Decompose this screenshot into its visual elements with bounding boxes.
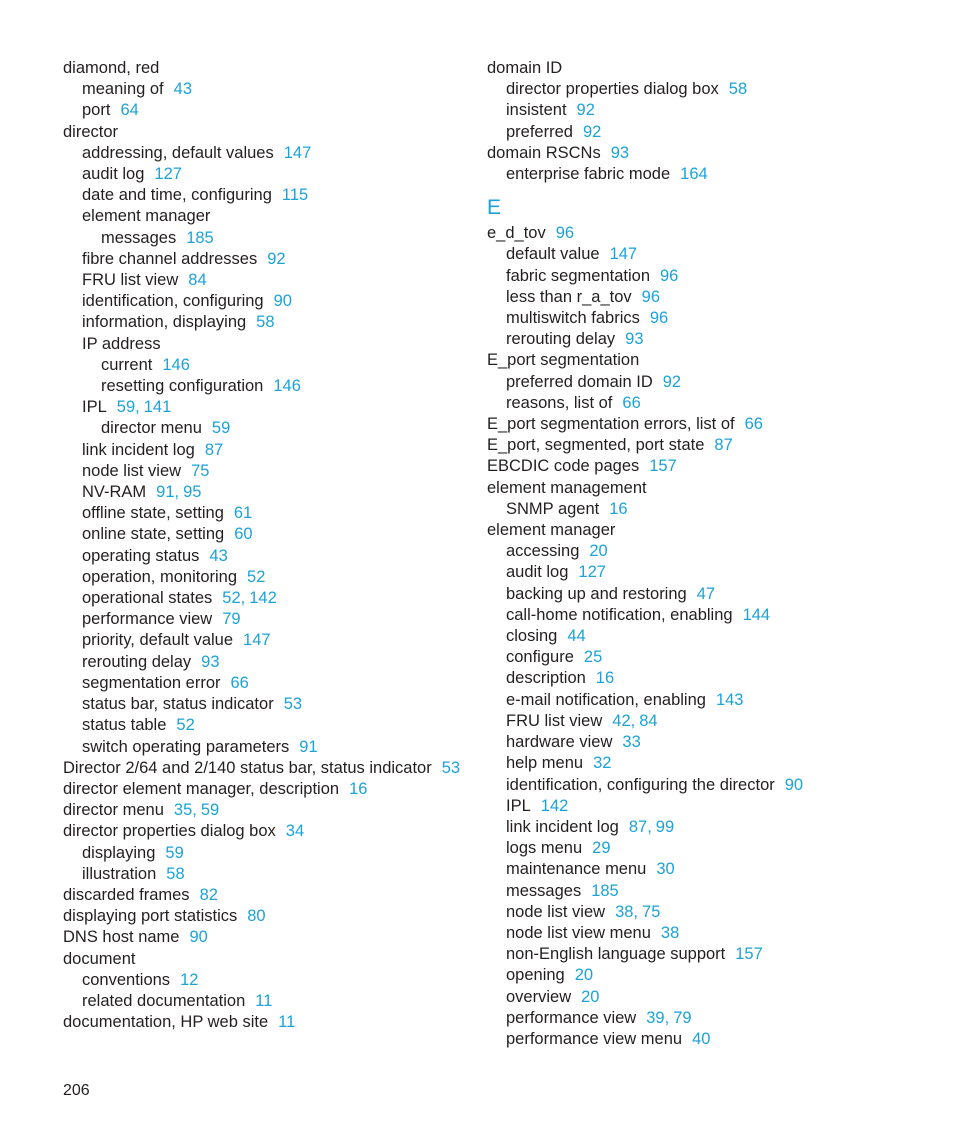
index-entry [63, 100, 463, 121]
page-reference-link[interactable]: 147 [243, 631, 271, 650]
index-entry [487, 690, 927, 711]
page-reference-link[interactable]: 59 [165, 843, 184, 862]
index-entry [63, 927, 463, 948]
index-entry [487, 796, 927, 817]
index-entry [63, 482, 463, 503]
page-reference-link[interactable]: 90 [273, 292, 292, 311]
index-entry [487, 244, 927, 265]
index-term: domain ID [487, 59, 563, 77]
index-term: performance view menu [506, 1029, 683, 1048]
index-term: current [101, 355, 153, 374]
index-column-left [63, 58, 463, 1033]
page-reference-link[interactable]: 32 [593, 754, 612, 773]
index-term: hardware view [506, 733, 613, 752]
page-reference-link[interactable]: 146 [162, 355, 190, 374]
page-reference-link[interactable]: 16 [595, 669, 615, 688]
page-reference-link[interactable]: 185 [186, 228, 214, 247]
index-term: Director 2/64 and 2/140 status bar, status indicator [63, 758, 432, 777]
index-term: node list view [82, 461, 182, 480]
index-term: information, displaying [82, 313, 247, 332]
page-reference-link[interactable]: 20 [589, 542, 608, 561]
index-entry [487, 143, 927, 164]
page-reference-link[interactable]: 95 [183, 483, 202, 502]
page-reference-link[interactable]: 92 [662, 372, 682, 391]
index-entry [487, 584, 927, 605]
page-reference-link[interactable]: 64 [120, 101, 139, 120]
index-entry [63, 270, 463, 291]
page-reference-link[interactable]: 84 [188, 271, 207, 290]
page-reference-link[interactable]: 115 [281, 186, 309, 205]
index-term: IP address [82, 334, 161, 353]
index-entry [63, 567, 463, 588]
index-term: closing [506, 627, 558, 646]
index-entry [63, 461, 463, 482]
page-reference-link[interactable]: 60 [234, 525, 253, 544]
index-entry [487, 287, 927, 308]
index-term: fabric segmentation [506, 266, 650, 285]
index-entry [487, 711, 927, 732]
index-term: default value [506, 245, 600, 264]
index-term: port [82, 101, 111, 120]
index-entry [487, 732, 927, 753]
index-term: IPL [82, 398, 107, 417]
page-reference-link[interactable]: 59 [116, 398, 136, 417]
index-term: maintenance menu [506, 860, 647, 879]
section-letter: E [487, 196, 502, 220]
page-reference-link[interactable]: 47 [696, 584, 716, 603]
index-entry [487, 817, 927, 838]
index-term: E_port segmentation [487, 351, 640, 370]
index-entry [63, 249, 463, 270]
page-reference-link[interactable]: 75 [642, 902, 661, 921]
page-reference-link[interactable]: 52 [222, 589, 241, 608]
index-entry [63, 440, 463, 461]
page-reference-link[interactable]: 12 [180, 970, 199, 989]
index-term: non-English language support [506, 945, 726, 964]
page-separator: , [135, 398, 140, 417]
index-entry [487, 122, 927, 143]
index-entry [63, 206, 463, 227]
index-term: audit log [82, 165, 145, 184]
index-term: fibre channel addresses [82, 249, 258, 268]
page-reference-link[interactable]: 96 [555, 224, 575, 243]
page-separator: , [174, 483, 180, 502]
index-term: online state, setting [82, 525, 225, 544]
page-reference-link[interactable]: 96 [649, 309, 669, 328]
index-entry [487, 626, 927, 647]
index-term: less than r_a_tov [506, 287, 632, 306]
index-term: director properties dialog box [506, 80, 719, 99]
page-reference-link[interactable]: 42 [612, 711, 631, 730]
index-term: domain RSCNs [487, 143, 601, 162]
page-reference-link[interactable]: 127 [578, 563, 606, 582]
index-term: director menu [101, 419, 202, 438]
index-term: element management [487, 478, 647, 497]
index-term: preferred domain ID [506, 372, 653, 391]
page-reference-link[interactable]: 157 [735, 945, 763, 964]
index-term: operation, monitoring [82, 567, 238, 586]
index-entry [63, 376, 463, 397]
index-term: switch operating parameters [82, 737, 290, 756]
page-reference-link[interactable]: 144 [742, 605, 771, 624]
page-reference-link[interactable]: 90 [784, 775, 804, 794]
page-reference-link[interactable]: 96 [660, 266, 679, 285]
index-entry [63, 800, 463, 821]
page-reference-link[interactable]: 66 [622, 393, 641, 412]
index-entry [487, 902, 927, 923]
index-entry [63, 906, 463, 927]
page-reference-link[interactable]: 59 [211, 419, 231, 438]
page-reference-link[interactable]: 142 [540, 796, 569, 815]
index-term: element manager [487, 521, 616, 540]
index-entry [63, 503, 463, 524]
index-term: E_port, segmented, port state [487, 436, 705, 455]
page-reference-link[interactable]: 38 [660, 923, 680, 942]
index-entry [63, 334, 463, 355]
index-term: displaying port statistics [63, 907, 238, 926]
index-entry [63, 524, 463, 545]
page-separator: , [633, 902, 639, 921]
index-entry [487, 923, 927, 944]
page-reference-link[interactable]: 11 [255, 991, 273, 1010]
page-reference-link[interactable]: 38 [615, 902, 634, 921]
index-entry [487, 100, 927, 121]
page-reference-link[interactable]: 84 [639, 711, 658, 730]
index-entry [63, 418, 463, 439]
index-group-e [487, 223, 927, 1050]
page-reference-link[interactable]: 29 [592, 839, 611, 858]
index-entry [63, 991, 463, 1012]
page-reference-link[interactable]: 66 [230, 673, 249, 692]
page-reference-link[interactable]: 93 [610, 143, 630, 162]
index-term: opening [506, 966, 565, 985]
index-entry [63, 164, 463, 185]
index-entry [487, 393, 927, 414]
page-reference-link[interactable]: 92 [267, 249, 286, 268]
index-entry [63, 843, 463, 864]
page-reference-link[interactable]: 40 [692, 1029, 711, 1048]
index-entry [63, 758, 463, 779]
index-term: segmentation error [82, 673, 221, 692]
index-term: NV-RAM [82, 483, 147, 502]
index-entry [487, 414, 927, 435]
index-term: illustration [82, 864, 157, 883]
index-entry [487, 164, 927, 185]
page-reference-link[interactable]: 91 [299, 737, 318, 756]
page-reference-link[interactable]: 157 [649, 457, 677, 476]
index-term: SNMP agent [506, 499, 600, 518]
page-reference-link[interactable]: 164 [680, 165, 708, 184]
page-separator: , [647, 817, 652, 836]
index-term: director menu [63, 801, 164, 820]
index-term: related documentation [82, 991, 246, 1010]
index-entry [487, 1029, 927, 1050]
index-term: logs menu [506, 839, 583, 858]
index-term: identification, configuring the director [506, 775, 775, 794]
index-entry [63, 355, 463, 376]
index-entry [63, 737, 463, 758]
index-entry [487, 1008, 927, 1029]
page-separator: , [240, 589, 246, 608]
page-reference-link[interactable]: 33 [622, 733, 641, 752]
index-term: backing up and restoring [506, 584, 687, 603]
page-reference-link[interactable]: 142 [249, 589, 277, 608]
page-reference-link[interactable]: 80 [247, 907, 266, 926]
page-reference-link[interactable]: 147 [283, 143, 312, 162]
page-reference-link[interactable]: 127 [154, 165, 182, 184]
index-entry [487, 753, 927, 774]
index-term: resetting configuration [101, 377, 264, 396]
index-entry [63, 779, 463, 800]
index-entry [63, 885, 463, 906]
page-reference-link[interactable]: 82 [199, 885, 218, 904]
index-term: meaning of [82, 80, 164, 99]
page-reference-link[interactable]: 75 [191, 461, 210, 480]
index-term: date and time, configuring [82, 186, 272, 205]
index-term: link incident log [506, 817, 619, 836]
page-reference-link[interactable]: 11 [278, 1013, 296, 1032]
index-entry [487, 881, 927, 902]
index-term: call-home notification, enabling [506, 605, 733, 624]
index-column-right [487, 58, 927, 1050]
index-term: status table [82, 716, 167, 735]
index-term: addressing, default values [82, 143, 274, 162]
index-term: performance view [506, 1008, 637, 1027]
index-term: identification, configuring [82, 292, 264, 311]
index-entry [487, 944, 927, 965]
page-reference-link[interactable]: 141 [143, 398, 172, 417]
index-term: rerouting delay [506, 330, 616, 349]
index-term: FRU list view [82, 271, 179, 290]
index-entry [63, 588, 463, 609]
page-reference-link[interactable]: 58 [256, 313, 275, 332]
page-reference-link[interactable]: 92 [582, 122, 602, 141]
index-term: priority, default value [82, 631, 234, 650]
index-term: director element manager, description [63, 779, 340, 798]
page-reference-link[interactable]: 93 [201, 652, 220, 671]
index-term: messages [506, 881, 582, 900]
index-entry [487, 965, 927, 986]
index-entry [487, 838, 927, 859]
page-reference-link[interactable]: 59 [200, 801, 220, 820]
page-reference-link[interactable]: 43 [209, 546, 228, 565]
page-reference-link[interactable]: 147 [609, 245, 638, 264]
index-term: FRU list view [506, 711, 603, 730]
index-term: IPL [506, 796, 531, 815]
page-reference-link[interactable]: 90 [189, 928, 208, 947]
index-term: director [63, 122, 119, 141]
index-entry [63, 630, 463, 651]
index-entry [63, 609, 463, 630]
index-entry [63, 949, 463, 970]
page-reference-link[interactable]: 87 [714, 436, 733, 455]
page-reference-link[interactable]: 66 [744, 415, 763, 434]
page-reference-link[interactable]: 79 [222, 610, 241, 629]
index-entry [487, 329, 927, 350]
index-term: description [506, 669, 586, 688]
page-separator: , [630, 711, 636, 730]
page-reference-link[interactable]: 25 [583, 648, 603, 667]
index-entry [63, 79, 463, 100]
index-term: preferred [506, 122, 573, 141]
index-entry [487, 499, 927, 520]
index-term: rerouting delay [82, 652, 192, 671]
index-entry [63, 864, 463, 885]
index-term: diamond, red [63, 59, 160, 77]
index-entry [63, 1012, 463, 1033]
page-separator: , [664, 1008, 670, 1027]
index-entry [63, 122, 463, 143]
page-reference-link[interactable]: 39 [646, 1008, 665, 1027]
index-entry [63, 185, 463, 206]
page-reference-link[interactable]: 16 [349, 779, 368, 798]
index-entry [487, 58, 927, 79]
index-entry [63, 821, 463, 842]
index-entry [487, 520, 927, 541]
index-entry [487, 372, 927, 393]
index-entry [487, 266, 927, 287]
index-entry [487, 859, 927, 880]
index-term: overview [506, 987, 572, 1006]
index-entry [63, 673, 463, 694]
index-term: e-mail notification, enabling [506, 690, 706, 709]
index-term: accessing [506, 542, 580, 561]
index-entry [487, 435, 927, 456]
index-term: DNS host name [63, 928, 180, 947]
index-entry [63, 312, 463, 333]
index-term: displaying [82, 843, 156, 862]
index-term: documentation, HP web site [63, 1013, 269, 1032]
index-term: help menu [506, 754, 584, 773]
index-entry [63, 546, 463, 567]
index-entry [63, 970, 463, 991]
page-reference-link[interactable]: 143 [715, 690, 744, 709]
index-entry [487, 605, 927, 626]
page-reference-link[interactable]: 93 [625, 330, 644, 349]
index-term: audit log [506, 563, 569, 582]
index-term: document [63, 949, 136, 968]
index-term: operating status [82, 546, 200, 565]
index-term: node list view menu [506, 923, 651, 942]
page-reference-link[interactable]: 44 [567, 627, 586, 646]
index-term: configure [506, 648, 574, 667]
index-entry [63, 291, 463, 312]
page-reference-link[interactable]: 91 [156, 483, 175, 502]
page-reference-link[interactable]: 20 [581, 987, 600, 1006]
index-term: performance view [82, 610, 213, 629]
index-entry [487, 541, 927, 562]
index-group-d-continued [487, 58, 927, 185]
page-reference-link[interactable]: 53 [441, 758, 461, 777]
page-reference-link[interactable]: 35 [173, 801, 193, 820]
index-entry [63, 58, 463, 79]
page-reference-link[interactable]: 87 [204, 440, 224, 459]
index-term: conventions [82, 970, 171, 989]
index-term: operational states [82, 589, 213, 608]
index-term: insistent [506, 101, 567, 120]
index-entry [487, 79, 927, 100]
page-reference-link[interactable]: 52 [176, 716, 195, 735]
index-term: enterprise fabric mode [506, 165, 671, 184]
index-entry [63, 694, 463, 715]
page-reference-link[interactable]: 185 [591, 881, 619, 900]
index-term: EBCDIC code pages [487, 457, 640, 476]
page-reference-link[interactable]: 92 [576, 101, 595, 120]
index-entry [487, 775, 927, 796]
index-entry [487, 456, 927, 477]
index-term: status bar, status indicator [82, 695, 274, 714]
page-reference-link[interactable]: 20 [574, 966, 594, 985]
index-term: director properties dialog box [63, 822, 276, 841]
page-reference-link[interactable]: 79 [673, 1008, 692, 1027]
index-term: e_d_tov [487, 224, 546, 243]
index-term: reasons, list of [506, 393, 613, 412]
index-entry [487, 987, 927, 1008]
index-term: link incident log [82, 440, 195, 459]
index-term: offline state, setting [82, 504, 224, 523]
index-entry [487, 478, 927, 499]
index-term: messages [101, 228, 177, 247]
page-reference-link[interactable]: 99 [655, 817, 675, 836]
page-number: 206 [63, 1082, 90, 1099]
index-entry [487, 562, 927, 583]
index-term: element manager [82, 207, 211, 226]
page-reference-link[interactable]: 87 [628, 817, 648, 836]
page-reference-link[interactable]: 58 [728, 80, 748, 99]
index-term: discarded frames [63, 885, 190, 904]
index-entry [487, 223, 927, 244]
page-reference-link[interactable]: 58 [166, 864, 185, 883]
page-reference-link[interactable]: 43 [173, 80, 192, 99]
index-entry [487, 668, 927, 689]
index-entry [63, 397, 463, 418]
index-entry [487, 647, 927, 668]
index-entry [63, 143, 463, 164]
page-reference-link[interactable]: 52 [247, 567, 266, 586]
index-entry [63, 652, 463, 673]
page-reference-link[interactable]: 61 [233, 504, 253, 523]
index-entry [487, 308, 927, 329]
page-reference-link[interactable]: 16 [609, 499, 628, 518]
page-separator: , [192, 801, 197, 820]
index-entry [63, 228, 463, 249]
index-term: E_port segmentation errors, list of [487, 415, 735, 434]
page-reference-link[interactable]: 96 [641, 287, 661, 306]
page-reference-link[interactable]: 34 [285, 822, 305, 841]
page-reference-link[interactable]: 30 [656, 860, 675, 879]
index-entry [63, 715, 463, 736]
page-reference-link[interactable]: 53 [283, 695, 303, 714]
index-term: multiswitch fabrics [506, 309, 640, 328]
page-reference-link[interactable]: 146 [273, 377, 301, 396]
index-term: node list view [506, 902, 606, 921]
index-entry [487, 350, 927, 371]
